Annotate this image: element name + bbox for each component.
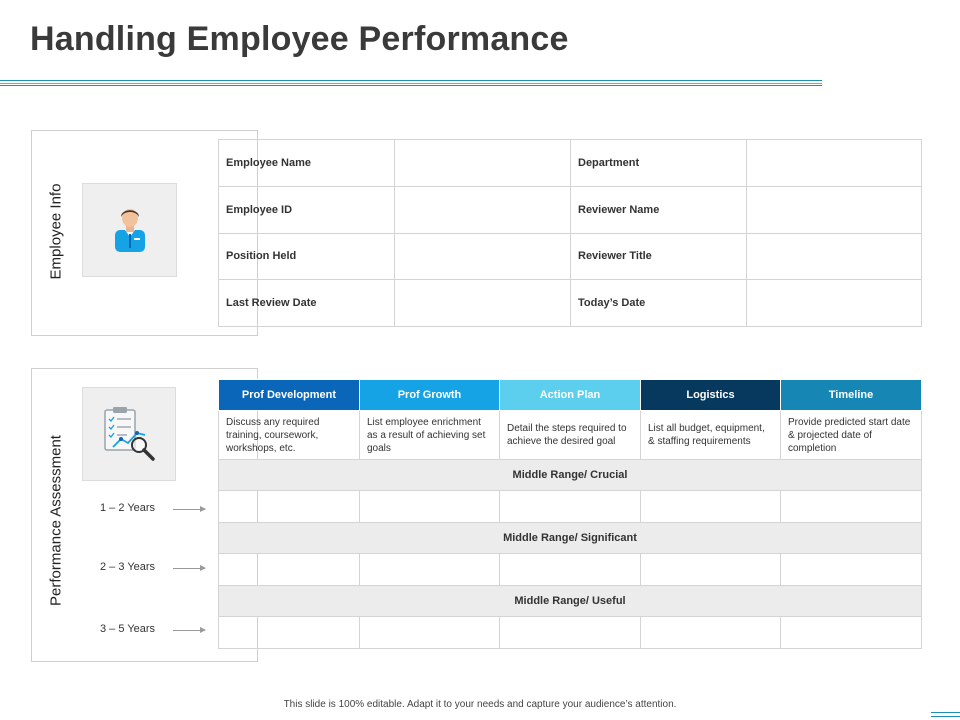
col-header-prof-growth: Prof Growth (360, 380, 500, 411)
table-row (219, 491, 922, 523)
col-header-action-plan: Action Plan (500, 380, 641, 411)
years-2-3-label: 2 – 3 Years (100, 561, 156, 573)
arrow-right-icon (173, 568, 205, 569)
position-held-field[interactable] (395, 233, 571, 280)
employee-info-table (218, 139, 922, 327)
years-3-5-label: 3 – 5 Years (100, 623, 156, 635)
employee-id-field[interactable] (395, 186, 571, 233)
performance-table (218, 379, 922, 649)
corner-accent (931, 712, 960, 713)
table-cell[interactable] (641, 491, 781, 523)
page-title: Handling Employee Performance (30, 20, 569, 58)
todays-date-field[interactable] (747, 280, 922, 327)
arrow-right-icon (173, 509, 205, 510)
range-significant: Middle Range/ Significant (219, 523, 922, 554)
employee-avatar-icon (112, 204, 148, 256)
arrow-right-icon (173, 630, 205, 631)
reviewer-name-label: Reviewer Name (571, 186, 747, 233)
department-label: Department (571, 140, 747, 187)
col-header-timeline: Timeline (781, 380, 922, 411)
title-underline (0, 85, 822, 86)
reviewer-title-field[interactable] (747, 233, 922, 280)
range-useful: Middle Range/ Useful (219, 586, 922, 617)
col-header-prof-development: Prof Development (219, 380, 360, 411)
table-row (219, 233, 922, 280)
table-cell[interactable] (360, 491, 500, 523)
table-row (219, 411, 922, 460)
table-cell[interactable] (219, 617, 360, 649)
logistics-desc: List all budget, equipment, & staffing requirements (641, 411, 781, 460)
table-cell[interactable] (641, 617, 781, 649)
table-row (219, 280, 922, 327)
table-cell[interactable] (781, 617, 922, 649)
last-review-date-label: Last Review Date (219, 280, 395, 327)
last-review-date-field[interactable] (395, 280, 571, 327)
department-field[interactable] (747, 140, 922, 187)
table-cell[interactable] (219, 554, 360, 586)
action-plan-desc: Detail the steps required to achieve the desired goal (500, 411, 641, 460)
table-header-row (219, 380, 922, 411)
reviewer-name-field[interactable] (747, 186, 922, 233)
corner-accent (931, 716, 960, 717)
prof-growth-desc: List employee enrichment as a result of achieving set goals (360, 411, 500, 460)
title-underline (0, 83, 822, 84)
performance-icon-box (82, 387, 176, 481)
table-cell[interactable] (781, 491, 922, 523)
table-row (219, 140, 922, 187)
prof-development-desc: Discuss any required training, coursework, workshops, etc. (219, 411, 360, 460)
range-row (219, 460, 922, 491)
position-held-label: Position Held (219, 233, 395, 280)
clipboard-chart-magnifier-icon (99, 405, 159, 463)
employee-icon-box (82, 183, 177, 277)
employee-name-label: Employee Name (219, 140, 395, 187)
table-cell[interactable] (500, 491, 641, 523)
table-row (219, 186, 922, 233)
table-cell[interactable] (219, 491, 360, 523)
title-underline (0, 80, 822, 81)
employee-info-label: Employee Info (47, 183, 65, 280)
todays-date-label: Today’s Date (571, 280, 747, 327)
table-cell[interactable] (641, 554, 781, 586)
table-row (219, 554, 922, 586)
range-crucial: Middle Range/ Crucial (219, 460, 922, 491)
table-row (219, 617, 922, 649)
col-header-logistics: Logistics (641, 380, 781, 411)
years-1-2-label: 1 – 2 Years (100, 502, 156, 514)
table-cell[interactable] (500, 617, 641, 649)
table-cell[interactable] (360, 554, 500, 586)
employee-name-field[interactable] (395, 140, 571, 187)
timeline-desc: Provide predicted start date & projected date of completion (781, 411, 922, 460)
reviewer-title-label: Reviewer Title (571, 233, 747, 280)
employee-id-label: Employee ID (219, 186, 395, 233)
footer-note: This slide is 100% editable. Adapt it to your needs and capture your audience’s attention. (283, 699, 677, 710)
table-cell[interactable] (360, 617, 500, 649)
range-row (219, 586, 922, 617)
table-cell[interactable] (781, 554, 922, 586)
table-cell[interactable] (500, 554, 641, 586)
performance-assessment-label: Performance Assessment (47, 435, 65, 606)
range-row (219, 523, 922, 554)
